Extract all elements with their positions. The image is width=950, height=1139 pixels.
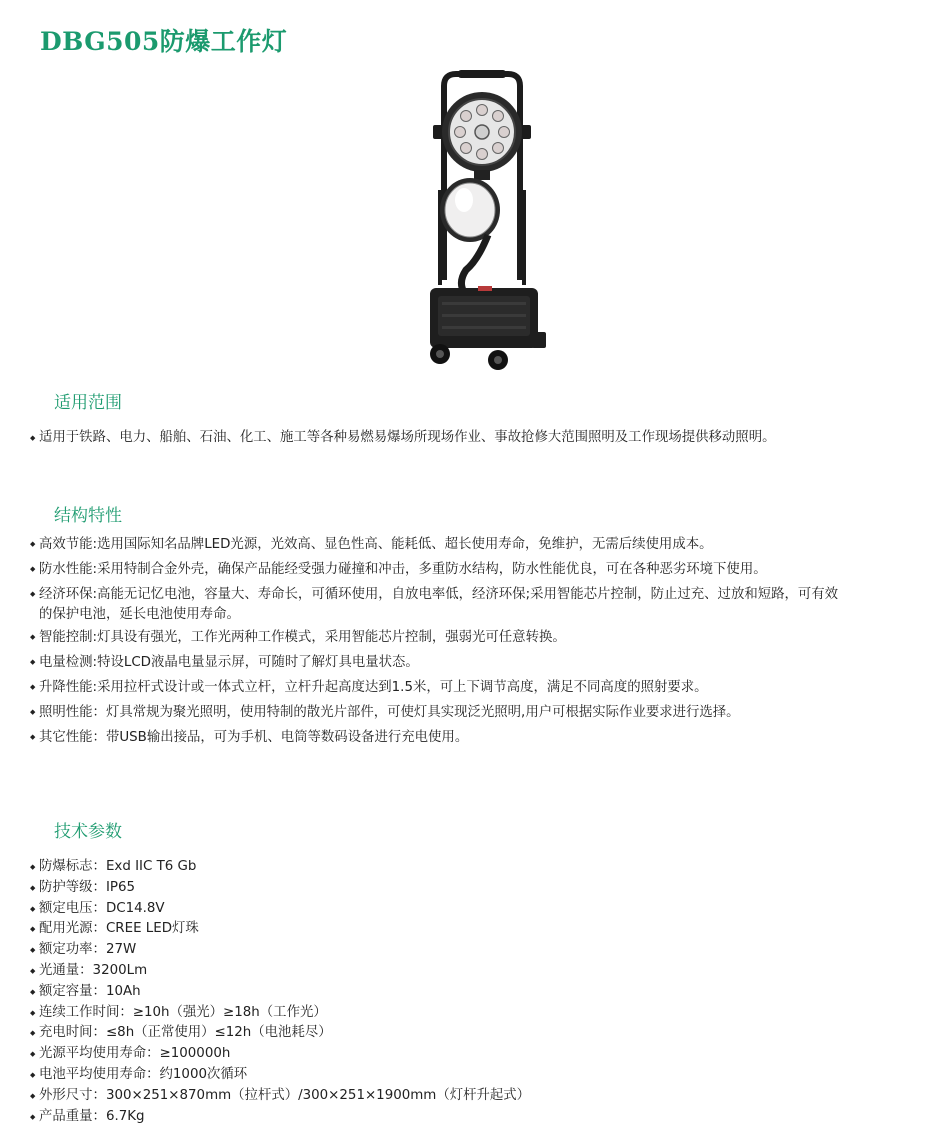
param-item: ◆ 外形尺寸：300×251×870mm（拉杆式）/300×251×1900mm（灯杆升起式） <box>30 1086 940 1107</box>
list-item: ◆ 智能控制:灯具设有强光，工作光两种工作模式，采用智能芯片控制，强弱光可任意转换。 <box>30 625 940 650</box>
param-item: ◆ 电池平均使用寿命：约1000次循环 <box>30 1065 940 1086</box>
param-item: ◆ 产品重量：6.7Kg <box>30 1107 940 1128</box>
param-item: ◆ 连续工作时间：≥10h（强光）≥18h（工作光） <box>30 1003 940 1024</box>
list-item: ◆ 高效节能:选用国际知名品牌LED光源，光效高、显色性高、能耗低、超长使用寿命，免维护，无需后续使用成本。 <box>30 532 940 557</box>
product-image <box>400 70 570 370</box>
params-list <box>30 857 940 1127</box>
param-item: ◆ 额定容量：10Ah <box>30 982 940 1003</box>
base-box <box>430 286 546 348</box>
param-item: ◆ 额定电压：DC14.8V <box>30 899 940 920</box>
section-heading-usage: 适用范围 <box>54 393 122 413</box>
usage-list <box>30 428 940 448</box>
list-item: ◆ 适用于铁路、电力、船舶、石油、化工、施工等各种易燃易爆场所现场作业、事故抢修大范围照明及工作现场提供移动照明。 <box>30 428 940 448</box>
list-item: ◆ 照明性能：灯具常规为聚光照明，使用特制的散光片部件，可使灯具实现泛光照明,用户可根据实际作业要求进行选择。 <box>30 700 940 725</box>
param-item: ◆ 光源平均使用寿命：≥100000h <box>30 1044 940 1065</box>
page-title: DBG505防爆工作灯 <box>40 27 288 56</box>
param-item: ◆ 光通量：3200Lm <box>30 961 940 982</box>
param-item: ◆ 防爆标志：Exd IIC T6 Gb <box>30 857 940 878</box>
param-item: ◆ 配用光源：CREE LED灯珠 <box>30 919 940 940</box>
list-item-text: 经济环保:高能无记忆电池，容量大、寿命长，可循环使用，自放电率低，经济环保;采用智能芯片控制，防止过充、过放和短路，可有效 <box>39 587 839 602</box>
param-item: ◆ 充电时间：≤8h（正常使用）≤12h（电池耗尽） <box>30 1023 940 1044</box>
section-heading-features: 结构特性 <box>54 506 122 526</box>
lamp-head <box>433 92 531 180</box>
gooseneck <box>461 235 488 292</box>
flood-lamp <box>440 178 500 242</box>
param-item: ◆ 额定功率：27W <box>30 940 940 961</box>
list-item: ◆ 其它性能：带USB输出接品，可为手机、电筒等数码设备进行充电使用。 <box>30 725 940 750</box>
list-item: ◆ 升降性能:采用拉杆式设计或一体式立杆，立杆升起高度达到1.5米，可上下调节高度，满足不同高度的照射要求。 <box>30 675 940 700</box>
list-item: ◆ 防水性能:采用特制合金外壳，确保产品能经受强力碰撞和冲击，多重防水结构，防水性能优良，可在各种恶劣环境下使用。 <box>30 557 940 582</box>
list-item <box>30 582 940 625</box>
list-item: ◆ 电量检测:特设LCD液晶电量显示屏，可随时了解灯具电量状态。 <box>30 650 940 675</box>
section-heading-params: 技术参数 <box>54 822 122 842</box>
param-item: ◆ 防护等级：IP65 <box>30 878 940 899</box>
list-item-continuation: 的保护电池，延长电池使用寿命。 <box>39 607 240 622</box>
features-list <box>30 532 940 750</box>
